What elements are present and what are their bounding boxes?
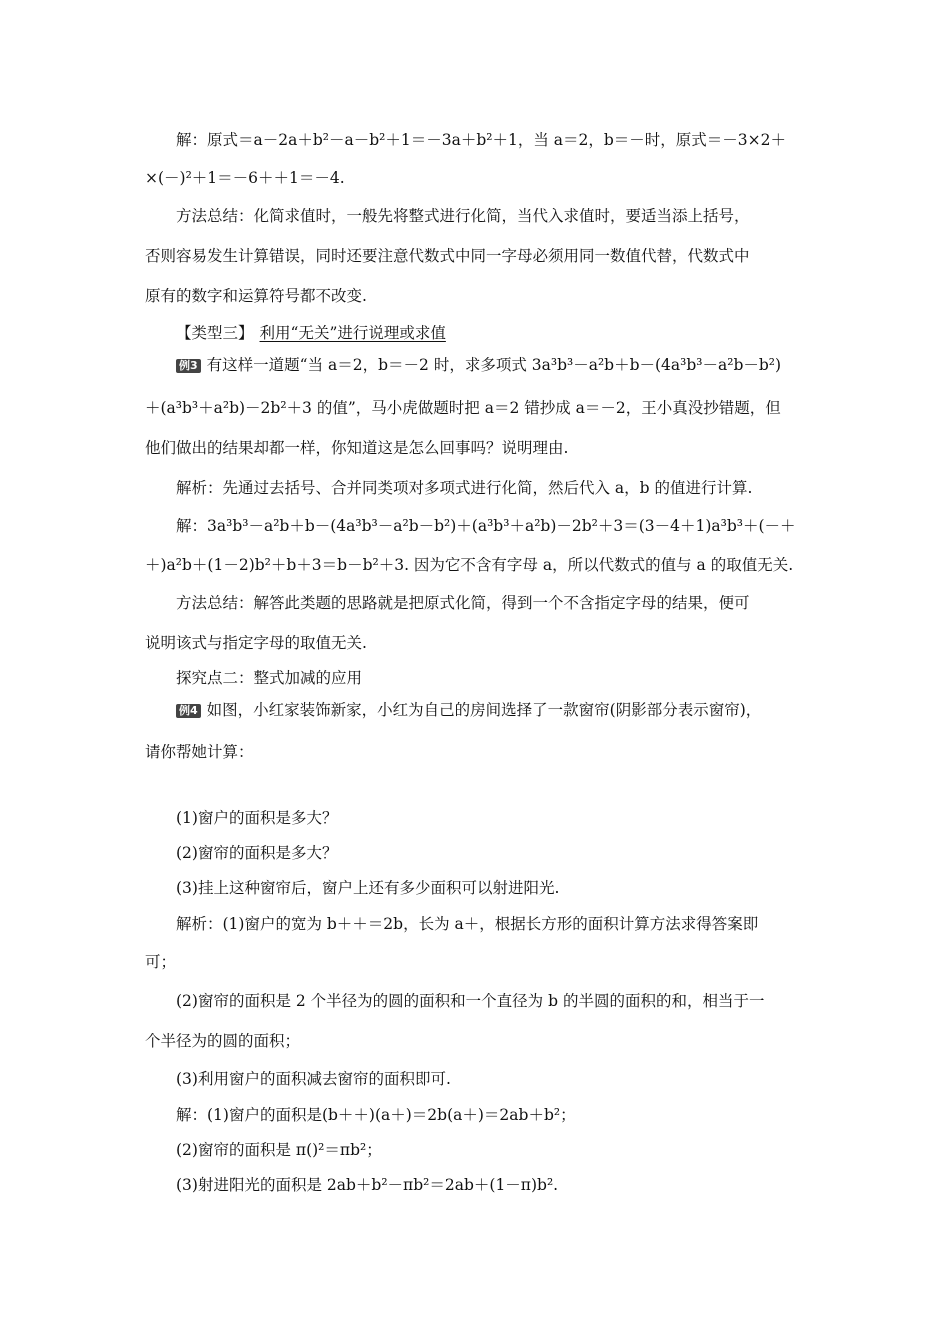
section-tag: 【类型三】 <box>176 324 254 342</box>
text-line: 个半径为的圆的面积； <box>145 1032 301 1050</box>
text-line: (2)窗帘的面积是多大？ <box>176 844 338 862</box>
text-line: (3)射进阳光的面积是 2ab＋b²－πb²＝2ab＋(1－π)b². <box>176 1176 559 1194</box>
text-line: 解：3a³b³－a²b＋b－(4a³b³－a²b－b²)＋(a³b³＋a²b)－2b²＋3＝(3－4＋1)a³b³＋(－＋ <box>176 517 796 535</box>
text-line: ×(－)²＋1＝－6＋＋1＝－4. <box>145 169 345 187</box>
text-line: 可； <box>145 953 177 971</box>
text-line: (3)利用窗户的面积减去窗帘的面积即可. <box>176 1070 451 1088</box>
text-line: (1)窗户的面积是多大？ <box>176 809 338 827</box>
text-line: 方法总结：解答此类题的思路就是把原式化简，得到一个不含指定字母的结果，便可 <box>176 594 750 612</box>
text-line: ＋)a²b＋(1－2)b²＋b＋3＝b－b²＋3. 因为它不含有字母 a，所以代数式的值与 a 的取值无关. <box>145 556 794 574</box>
text-line: 解：(1)窗户的面积是(b＋＋)(a＋)＝2b(a＋)＝2ab＋b²； <box>176 1106 576 1124</box>
example-line <box>176 700 761 720</box>
text-line: 有这样一道题“当 a＝2，b＝－2 时，求多项式 3a³b³－a²b＋b－(4a³b³－a²b－b²) <box>206 356 782 374</box>
text-line: 解：原式＝a－2a＋b²－a－b²＋1＝－3a＋b²＋1，当 a＝2，b＝－时，原式＝－3×2＋ <box>176 131 786 149</box>
text-line: (3)挂上这种窗帘后，窗户上还有多少面积可以射进阳光. <box>176 879 560 897</box>
text-line: 方法总结：化简求值时，一般先将整式进行化简，当代入求值时，要适当添上括号， <box>176 207 750 225</box>
example-line <box>176 355 781 375</box>
text-line: 如图，小红家装饰新家，小红为自己的房间选择了一款窗帘(阴影部分表示窗帘)， <box>206 701 762 719</box>
text-line: (2)窗帘的面积是 π()²＝πb²； <box>176 1141 382 1159</box>
example-badge: 例4 <box>176 704 201 718</box>
text-line: 他们做出的结果却都一样，你知道这是怎么回事吗？说明理由. <box>145 439 569 457</box>
text-line: 请你帮她计算： <box>145 743 254 761</box>
text-line: ＋(a³b³＋a²b)－2b²＋3 的值”，马小虎做题时把 a＝2 错抄成 a＝－2，王小真没抄错题，但 <box>145 399 781 417</box>
example-badge: 例3 <box>176 359 201 373</box>
text-line: 解析：(1)窗户的宽为 b＋＋＝2b，长为 a＋，根据长方形的面积计算方法求得答案即 <box>176 915 759 933</box>
text-line: 原有的数字和运算符号都不改变. <box>145 287 367 305</box>
section-title: 利用“无关”进行说理或求值 <box>259 324 446 342</box>
section-heading <box>176 323 446 343</box>
text-line: 说明该式与指定字母的取值无关. <box>145 634 367 652</box>
text-line: 探究点二：整式加减的应用 <box>176 669 363 687</box>
text-line: 否则容易发生计算错误，同时还要注意代数式中同一字母必须用同一数值代替，代数式中 <box>145 247 750 265</box>
text-line: (2)窗帘的面积是 2 个半径为的圆的面积和一个直径为 b 的半圆的面积的和，相当于一 <box>176 992 765 1010</box>
text-line: 解析：先通过去括号、合并同类项对多项式进行化简，然后代入 a，b 的值进行计算. <box>176 479 753 497</box>
